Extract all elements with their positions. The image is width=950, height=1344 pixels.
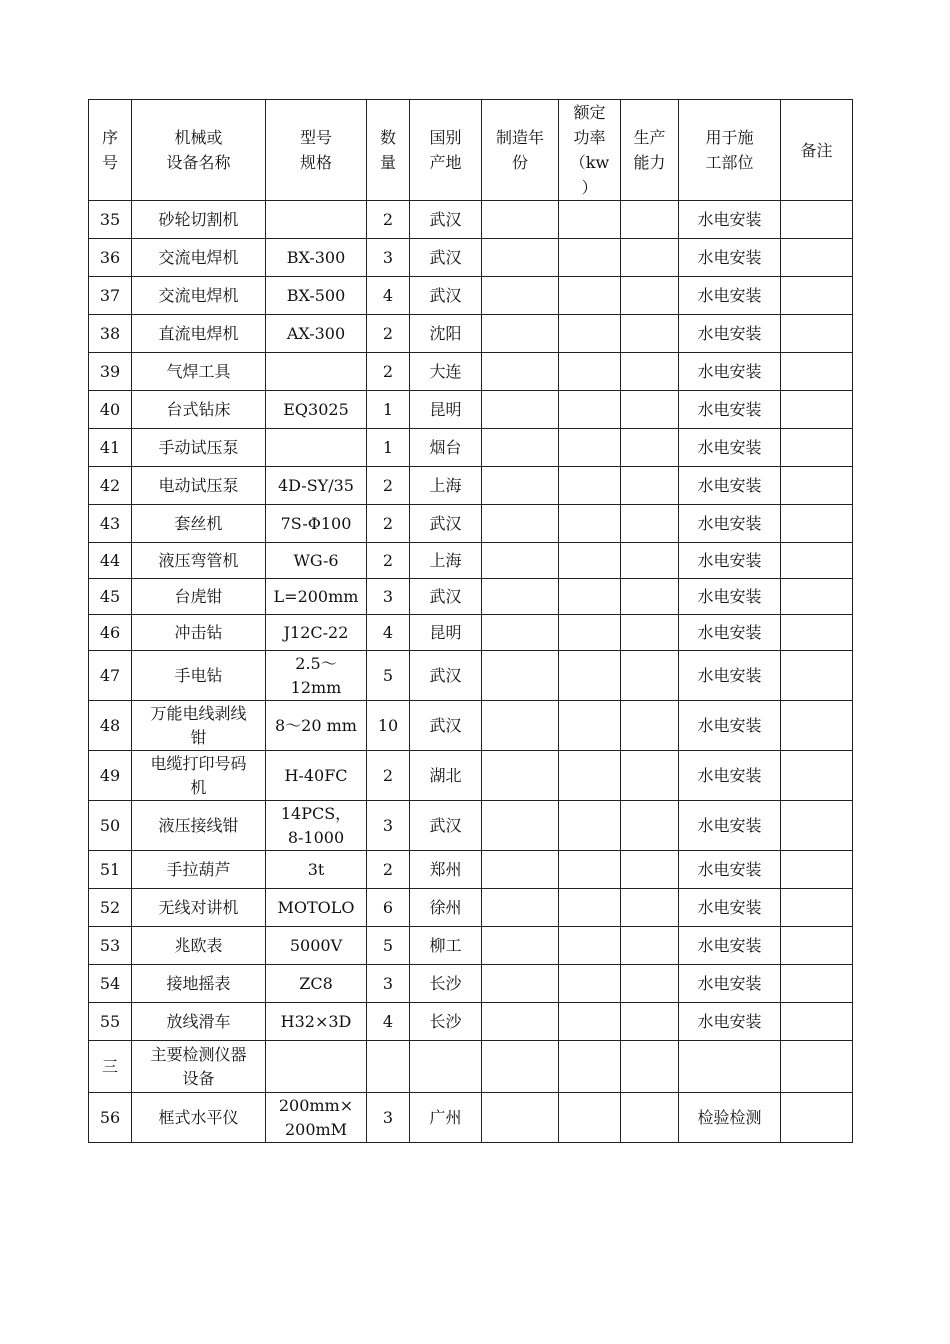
cell-name: 手动试压泵 [132, 429, 266, 467]
cell-power [559, 277, 621, 315]
cell-power [559, 1041, 621, 1093]
table-row [89, 651, 853, 701]
cell-seq: 38 [89, 315, 132, 353]
cell-remark [781, 851, 853, 889]
cell-remark [781, 391, 853, 429]
cell-name: 放线滑车 [132, 1003, 266, 1041]
cell-remark [781, 965, 853, 1003]
cell-usage: 水电安装 [679, 701, 781, 751]
cell-remark [781, 505, 853, 543]
cell-name: 交流电焊机 [132, 277, 266, 315]
cell-capacity [621, 239, 679, 277]
cell-usage: 水电安装 [679, 801, 781, 851]
cell-qty: 1 [367, 429, 410, 467]
cell-usage: 水电安装 [679, 429, 781, 467]
table-row [89, 391, 853, 429]
cell-usage [679, 1041, 781, 1093]
cell-remark [781, 429, 853, 467]
cell-usage: 水电安装 [679, 353, 781, 391]
cell-remark [781, 1003, 853, 1041]
cell-capacity [621, 467, 679, 505]
cell-name: 直流电焊机 [132, 315, 266, 353]
cell-remark [781, 201, 853, 239]
cell-origin: 长沙 [410, 1003, 482, 1041]
cell-year [482, 391, 559, 429]
cell-qty: 4 [367, 277, 410, 315]
table-body [89, 201, 853, 1143]
cell-usage: 水电安装 [679, 467, 781, 505]
cell-capacity [621, 1093, 679, 1143]
cell-qty: 2 [367, 505, 410, 543]
cell-model: 2.5～ 12mm [266, 651, 367, 701]
cell-model: EQ3025 [266, 391, 367, 429]
cell-usage: 水电安装 [679, 851, 781, 889]
cell-usage: 水电安装 [679, 201, 781, 239]
cell-usage: 水电安装 [679, 927, 781, 965]
cell-model [266, 429, 367, 467]
cell-name: 框式水平仪 [132, 1093, 266, 1143]
cell-origin [410, 1041, 482, 1093]
cell-name: 砂轮切割机 [132, 201, 266, 239]
cell-remark [781, 467, 853, 505]
cell-usage: 检验检测 [679, 1093, 781, 1143]
cell-year [482, 851, 559, 889]
cell-name: 台虎钳 [132, 579, 266, 615]
cell-year [482, 615, 559, 651]
cell-qty: 2 [367, 353, 410, 391]
cell-model: AX-300 [266, 315, 367, 353]
cell-model: 8～20 mm [266, 701, 367, 751]
table-row [89, 579, 853, 615]
cell-remark [781, 801, 853, 851]
cell-year [482, 315, 559, 353]
cell-seq: 52 [89, 889, 132, 927]
table-row [89, 201, 853, 239]
cell-name: 台式钻床 [132, 391, 266, 429]
cell-power [559, 239, 621, 277]
cell-power [559, 201, 621, 239]
cell-remark [781, 651, 853, 701]
cell-origin: 武汉 [410, 239, 482, 277]
cell-power [559, 543, 621, 579]
header-model: 型号 规格 [266, 100, 367, 201]
cell-year [482, 353, 559, 391]
cell-power [559, 751, 621, 801]
cell-origin: 武汉 [410, 579, 482, 615]
cell-seq: 37 [89, 277, 132, 315]
cell-power [559, 353, 621, 391]
cell-model: 4D-SY/35 [266, 467, 367, 505]
cell-seq: 35 [89, 201, 132, 239]
cell-capacity [621, 927, 679, 965]
cell-qty: 4 [367, 615, 410, 651]
cell-usage: 水电安装 [679, 391, 781, 429]
cell-seq: 42 [89, 467, 132, 505]
cell-origin: 上海 [410, 467, 482, 505]
cell-capacity [621, 651, 679, 701]
header-power: 额定 功率 （kw ） [559, 100, 621, 201]
cell-origin: 郑州 [410, 851, 482, 889]
header-remark: 备注 [781, 100, 853, 201]
cell-origin: 徐州 [410, 889, 482, 927]
table-row [89, 965, 853, 1003]
cell-model [266, 201, 367, 239]
cell-qty: 1 [367, 391, 410, 429]
cell-qty: 2 [367, 315, 410, 353]
cell-power [559, 927, 621, 965]
cell-seq: 54 [89, 965, 132, 1003]
cell-model: 7S-Φ100 [266, 505, 367, 543]
cell-seq: 三 [89, 1041, 132, 1093]
cell-year [482, 751, 559, 801]
cell-usage: 水电安装 [679, 239, 781, 277]
cell-capacity [621, 505, 679, 543]
cell-name: 冲击钻 [132, 615, 266, 651]
table-row [89, 615, 853, 651]
cell-year [482, 579, 559, 615]
cell-usage: 水电安装 [679, 965, 781, 1003]
cell-name: 主要检测仪器 设备 [132, 1041, 266, 1093]
table-row [89, 505, 853, 543]
cell-model: 3t [266, 851, 367, 889]
header-qty: 数 量 [367, 100, 410, 201]
cell-year [482, 429, 559, 467]
cell-power [559, 391, 621, 429]
cell-year [482, 277, 559, 315]
cell-origin: 湖北 [410, 751, 482, 801]
cell-power [559, 579, 621, 615]
cell-qty: 3 [367, 965, 410, 1003]
cell-qty: 3 [367, 239, 410, 277]
cell-remark [781, 615, 853, 651]
cell-seq: 43 [89, 505, 132, 543]
cell-qty: 2 [367, 467, 410, 505]
cell-origin: 武汉 [410, 277, 482, 315]
cell-origin: 长沙 [410, 965, 482, 1003]
cell-qty: 10 [367, 701, 410, 751]
cell-model: WG-6 [266, 543, 367, 579]
header-year: 制造年 份 [482, 100, 559, 201]
table-row [89, 801, 853, 851]
cell-usage: 水电安装 [679, 543, 781, 579]
table-row [89, 315, 853, 353]
table-row [89, 353, 853, 391]
cell-capacity [621, 277, 679, 315]
cell-capacity [621, 751, 679, 801]
cell-usage: 水电安装 [679, 579, 781, 615]
cell-power [559, 651, 621, 701]
cell-qty: 2 [367, 751, 410, 801]
cell-origin: 上海 [410, 543, 482, 579]
cell-name: 套丝机 [132, 505, 266, 543]
cell-model [266, 353, 367, 391]
cell-remark [781, 277, 853, 315]
cell-capacity [621, 1041, 679, 1093]
cell-origin: 烟台 [410, 429, 482, 467]
cell-power [559, 889, 621, 927]
cell-name: 接地摇表 [132, 965, 266, 1003]
cell-power [559, 851, 621, 889]
cell-year [482, 801, 559, 851]
cell-year [482, 651, 559, 701]
cell-seq: 44 [89, 543, 132, 579]
cell-origin: 武汉 [410, 505, 482, 543]
cell-usage: 水电安装 [679, 315, 781, 353]
cell-model: ZC8 [266, 965, 367, 1003]
cell-usage: 水电安装 [679, 277, 781, 315]
cell-qty: 4 [367, 1003, 410, 1041]
table-row [89, 429, 853, 467]
cell-model: MOTOLO [266, 889, 367, 927]
cell-power [559, 467, 621, 505]
cell-power [559, 315, 621, 353]
cell-name: 无线对讲机 [132, 889, 266, 927]
cell-seq: 41 [89, 429, 132, 467]
table-row [89, 543, 853, 579]
cell-name: 电缆打印号码 机 [132, 751, 266, 801]
header-seq: 序 号 [89, 100, 132, 201]
header-usage: 用于施 工部位 [679, 100, 781, 201]
cell-year [482, 505, 559, 543]
cell-qty: 2 [367, 201, 410, 239]
cell-model: 200mm× 200mM [266, 1093, 367, 1143]
cell-origin: 昆明 [410, 615, 482, 651]
cell-power [559, 701, 621, 751]
cell-seq: 56 [89, 1093, 132, 1143]
cell-name: 电动试压泵 [132, 467, 266, 505]
table-row [89, 277, 853, 315]
cell-qty: 5 [367, 927, 410, 965]
cell-origin: 沈阳 [410, 315, 482, 353]
cell-seq: 40 [89, 391, 132, 429]
cell-origin: 武汉 [410, 801, 482, 851]
cell-year [482, 927, 559, 965]
cell-qty [367, 1041, 410, 1093]
cell-name: 兆欧表 [132, 927, 266, 965]
cell-power [559, 1093, 621, 1143]
header-name: 机械或 设备名称 [132, 100, 266, 201]
table-row [89, 851, 853, 889]
cell-capacity [621, 353, 679, 391]
cell-model: 14PCS， 8-1000 [266, 801, 367, 851]
table-row [89, 927, 853, 965]
cell-seq: 47 [89, 651, 132, 701]
table-row [89, 1003, 853, 1041]
cell-capacity [621, 579, 679, 615]
cell-year [482, 201, 559, 239]
cell-qty: 5 [367, 651, 410, 701]
cell-seq: 51 [89, 851, 132, 889]
cell-power [559, 965, 621, 1003]
cell-qty: 6 [367, 889, 410, 927]
cell-year [482, 1003, 559, 1041]
cell-capacity [621, 701, 679, 751]
cell-name: 气焊工具 [132, 353, 266, 391]
table-row [89, 701, 853, 751]
cell-year [482, 239, 559, 277]
cell-origin: 武汉 [410, 201, 482, 239]
cell-remark [781, 579, 853, 615]
cell-capacity [621, 889, 679, 927]
table-row [89, 889, 853, 927]
cell-capacity [621, 315, 679, 353]
cell-usage: 水电安装 [679, 751, 781, 801]
cell-model: BX-500 [266, 277, 367, 315]
cell-power [559, 615, 621, 651]
table-row [89, 1093, 853, 1143]
cell-model: BX-300 [266, 239, 367, 277]
cell-seq: 45 [89, 579, 132, 615]
cell-seq: 48 [89, 701, 132, 751]
cell-capacity [621, 429, 679, 467]
cell-seq: 36 [89, 239, 132, 277]
cell-qty: 2 [367, 543, 410, 579]
table-row [89, 467, 853, 505]
cell-origin: 武汉 [410, 651, 482, 701]
cell-seq: 46 [89, 615, 132, 651]
cell-origin: 柳工 [410, 927, 482, 965]
cell-model: H32×3D [266, 1003, 367, 1041]
header-capacity: 生产 能力 [621, 100, 679, 201]
cell-capacity [621, 615, 679, 651]
cell-name: 液压弯管机 [132, 543, 266, 579]
cell-remark [781, 353, 853, 391]
table-row [89, 1041, 853, 1093]
cell-seq: 50 [89, 801, 132, 851]
cell-qty: 2 [367, 851, 410, 889]
cell-qty: 3 [367, 1093, 410, 1143]
cell-remark [781, 239, 853, 277]
cell-origin: 大连 [410, 353, 482, 391]
cell-remark [781, 701, 853, 751]
cell-name: 万能电线剥线 钳 [132, 701, 266, 751]
cell-capacity [621, 543, 679, 579]
cell-origin: 武汉 [410, 701, 482, 751]
header-row [89, 100, 853, 201]
cell-seq: 39 [89, 353, 132, 391]
cell-usage: 水电安装 [679, 651, 781, 701]
cell-year [482, 965, 559, 1003]
cell-name: 交流电焊机 [132, 239, 266, 277]
cell-model [266, 1041, 367, 1093]
cell-remark [781, 315, 853, 353]
cell-year [482, 889, 559, 927]
cell-year [482, 467, 559, 505]
cell-seq: 49 [89, 751, 132, 801]
cell-power [559, 1003, 621, 1041]
cell-usage: 水电安装 [679, 615, 781, 651]
table-row [89, 239, 853, 277]
header-origin: 国别 产地 [410, 100, 482, 201]
cell-name: 液压接线钳 [132, 801, 266, 851]
cell-qty: 3 [367, 579, 410, 615]
cell-name: 手电钻 [132, 651, 266, 701]
cell-model: J12C-22 [266, 615, 367, 651]
cell-remark [781, 1041, 853, 1093]
cell-model: 5000V [266, 927, 367, 965]
cell-usage: 水电安装 [679, 1003, 781, 1041]
cell-usage: 水电安装 [679, 505, 781, 543]
cell-year [482, 701, 559, 751]
cell-origin: 昆明 [410, 391, 482, 429]
cell-origin: 广州 [410, 1093, 482, 1143]
cell-usage: 水电安装 [679, 889, 781, 927]
table-row [89, 751, 853, 801]
cell-remark [781, 751, 853, 801]
cell-seq: 55 [89, 1003, 132, 1041]
cell-capacity [621, 965, 679, 1003]
cell-qty: 3 [367, 801, 410, 851]
cell-capacity [621, 201, 679, 239]
cell-remark [781, 543, 853, 579]
cell-capacity [621, 801, 679, 851]
cell-power [559, 801, 621, 851]
cell-capacity [621, 391, 679, 429]
cell-capacity [621, 1003, 679, 1041]
cell-year [482, 1041, 559, 1093]
cell-remark [781, 889, 853, 927]
cell-model: H-40FC [266, 751, 367, 801]
cell-capacity [621, 851, 679, 889]
cell-model: L=200mm [266, 579, 367, 615]
cell-seq: 53 [89, 927, 132, 965]
cell-year [482, 543, 559, 579]
cell-year [482, 1093, 559, 1143]
cell-remark [781, 927, 853, 965]
cell-power [559, 505, 621, 543]
cell-remark [781, 1093, 853, 1143]
equipment-table [88, 99, 853, 1143]
cell-name: 手拉葫芦 [132, 851, 266, 889]
cell-power [559, 429, 621, 467]
